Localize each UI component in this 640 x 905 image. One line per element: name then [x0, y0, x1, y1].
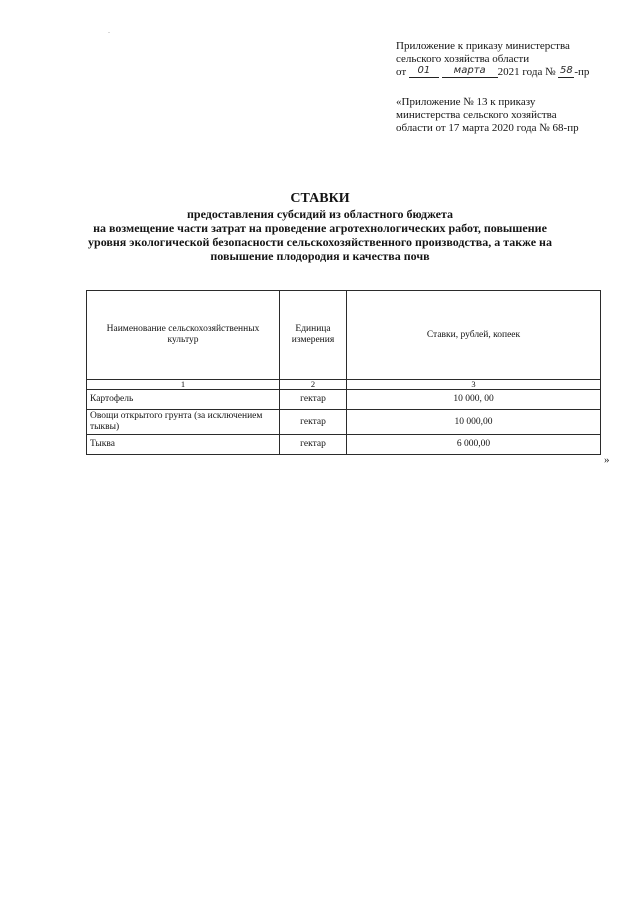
- column-number-row: [87, 380, 601, 390]
- previous-appendix-header: [396, 96, 579, 135]
- column-number: 1: [87, 380, 280, 390]
- subtitle-line: предоставления субсидий из областного бюджета: [187, 207, 453, 221]
- header-rate: Ставки, рублей, копеек: [347, 291, 601, 380]
- unit-cell: гектар: [280, 410, 347, 435]
- handwritten-day: 01: [417, 65, 431, 76]
- handwritten-month: марта: [453, 65, 486, 76]
- subtitle-line: уровня экологической безопасности сельскохозяйственного производства, а также на: [88, 235, 552, 249]
- prev-header-line-2: министерства сельского хозяйства: [396, 109, 557, 121]
- prev-header-line-3: области от 17 марта 2020 года № 68-пр: [396, 122, 579, 134]
- unit-cell: гектар: [280, 390, 347, 410]
- prev-header-line-1: «Приложение № 13 к приказу: [396, 96, 536, 108]
- table-row: [87, 390, 601, 410]
- date-month-field: [442, 66, 498, 78]
- stray-mark: -: [108, 30, 110, 36]
- document-title-block: [40, 190, 600, 263]
- closing-quote: »: [604, 454, 610, 466]
- header-crop-name: Наименование сельскохозяйственных культур: [87, 291, 280, 380]
- document-title: СТАВКИ: [290, 191, 350, 206]
- crop-name-cell: Овощи открытого грунта (за исключением тыквы): [87, 410, 280, 435]
- rate-cell: 10 000,00: [347, 410, 601, 435]
- order-number-field: [558, 66, 574, 78]
- table-header-row: [87, 291, 601, 380]
- table-row: [87, 410, 601, 435]
- column-number: 2: [280, 380, 347, 390]
- header-year-number-label: 2021 года №: [497, 66, 556, 78]
- crop-name-cell: Тыква: [87, 435, 280, 455]
- rate-cell: 6 000,00: [347, 435, 601, 455]
- subtitle-line: на возмещение части затрат на проведение агротехнологических работ, повышение: [93, 221, 547, 235]
- header-date-prefix: от: [396, 66, 407, 78]
- unit-cell: гектар: [280, 435, 347, 455]
- header-line-3: [396, 66, 589, 79]
- header-order-suffix: -пр: [574, 66, 590, 78]
- subtitle-line: повышение плодородия и качества почв: [210, 249, 430, 263]
- header-unit: Единица измерения: [280, 291, 347, 380]
- header-line-1: Приложение к приказу министерства: [396, 40, 570, 52]
- subsidy-rates-table: [86, 290, 601, 455]
- table-row: [87, 435, 601, 455]
- handwritten-order-number: 58: [559, 65, 573, 76]
- header-line-2: сельского хозяйства области: [396, 53, 530, 65]
- date-day-field: [409, 66, 439, 78]
- rate-cell: 10 000, 00: [347, 390, 601, 410]
- order-appendix-header: [396, 40, 589, 79]
- column-number: 3: [347, 380, 601, 390]
- crop-name-cell: Картофель: [87, 390, 280, 410]
